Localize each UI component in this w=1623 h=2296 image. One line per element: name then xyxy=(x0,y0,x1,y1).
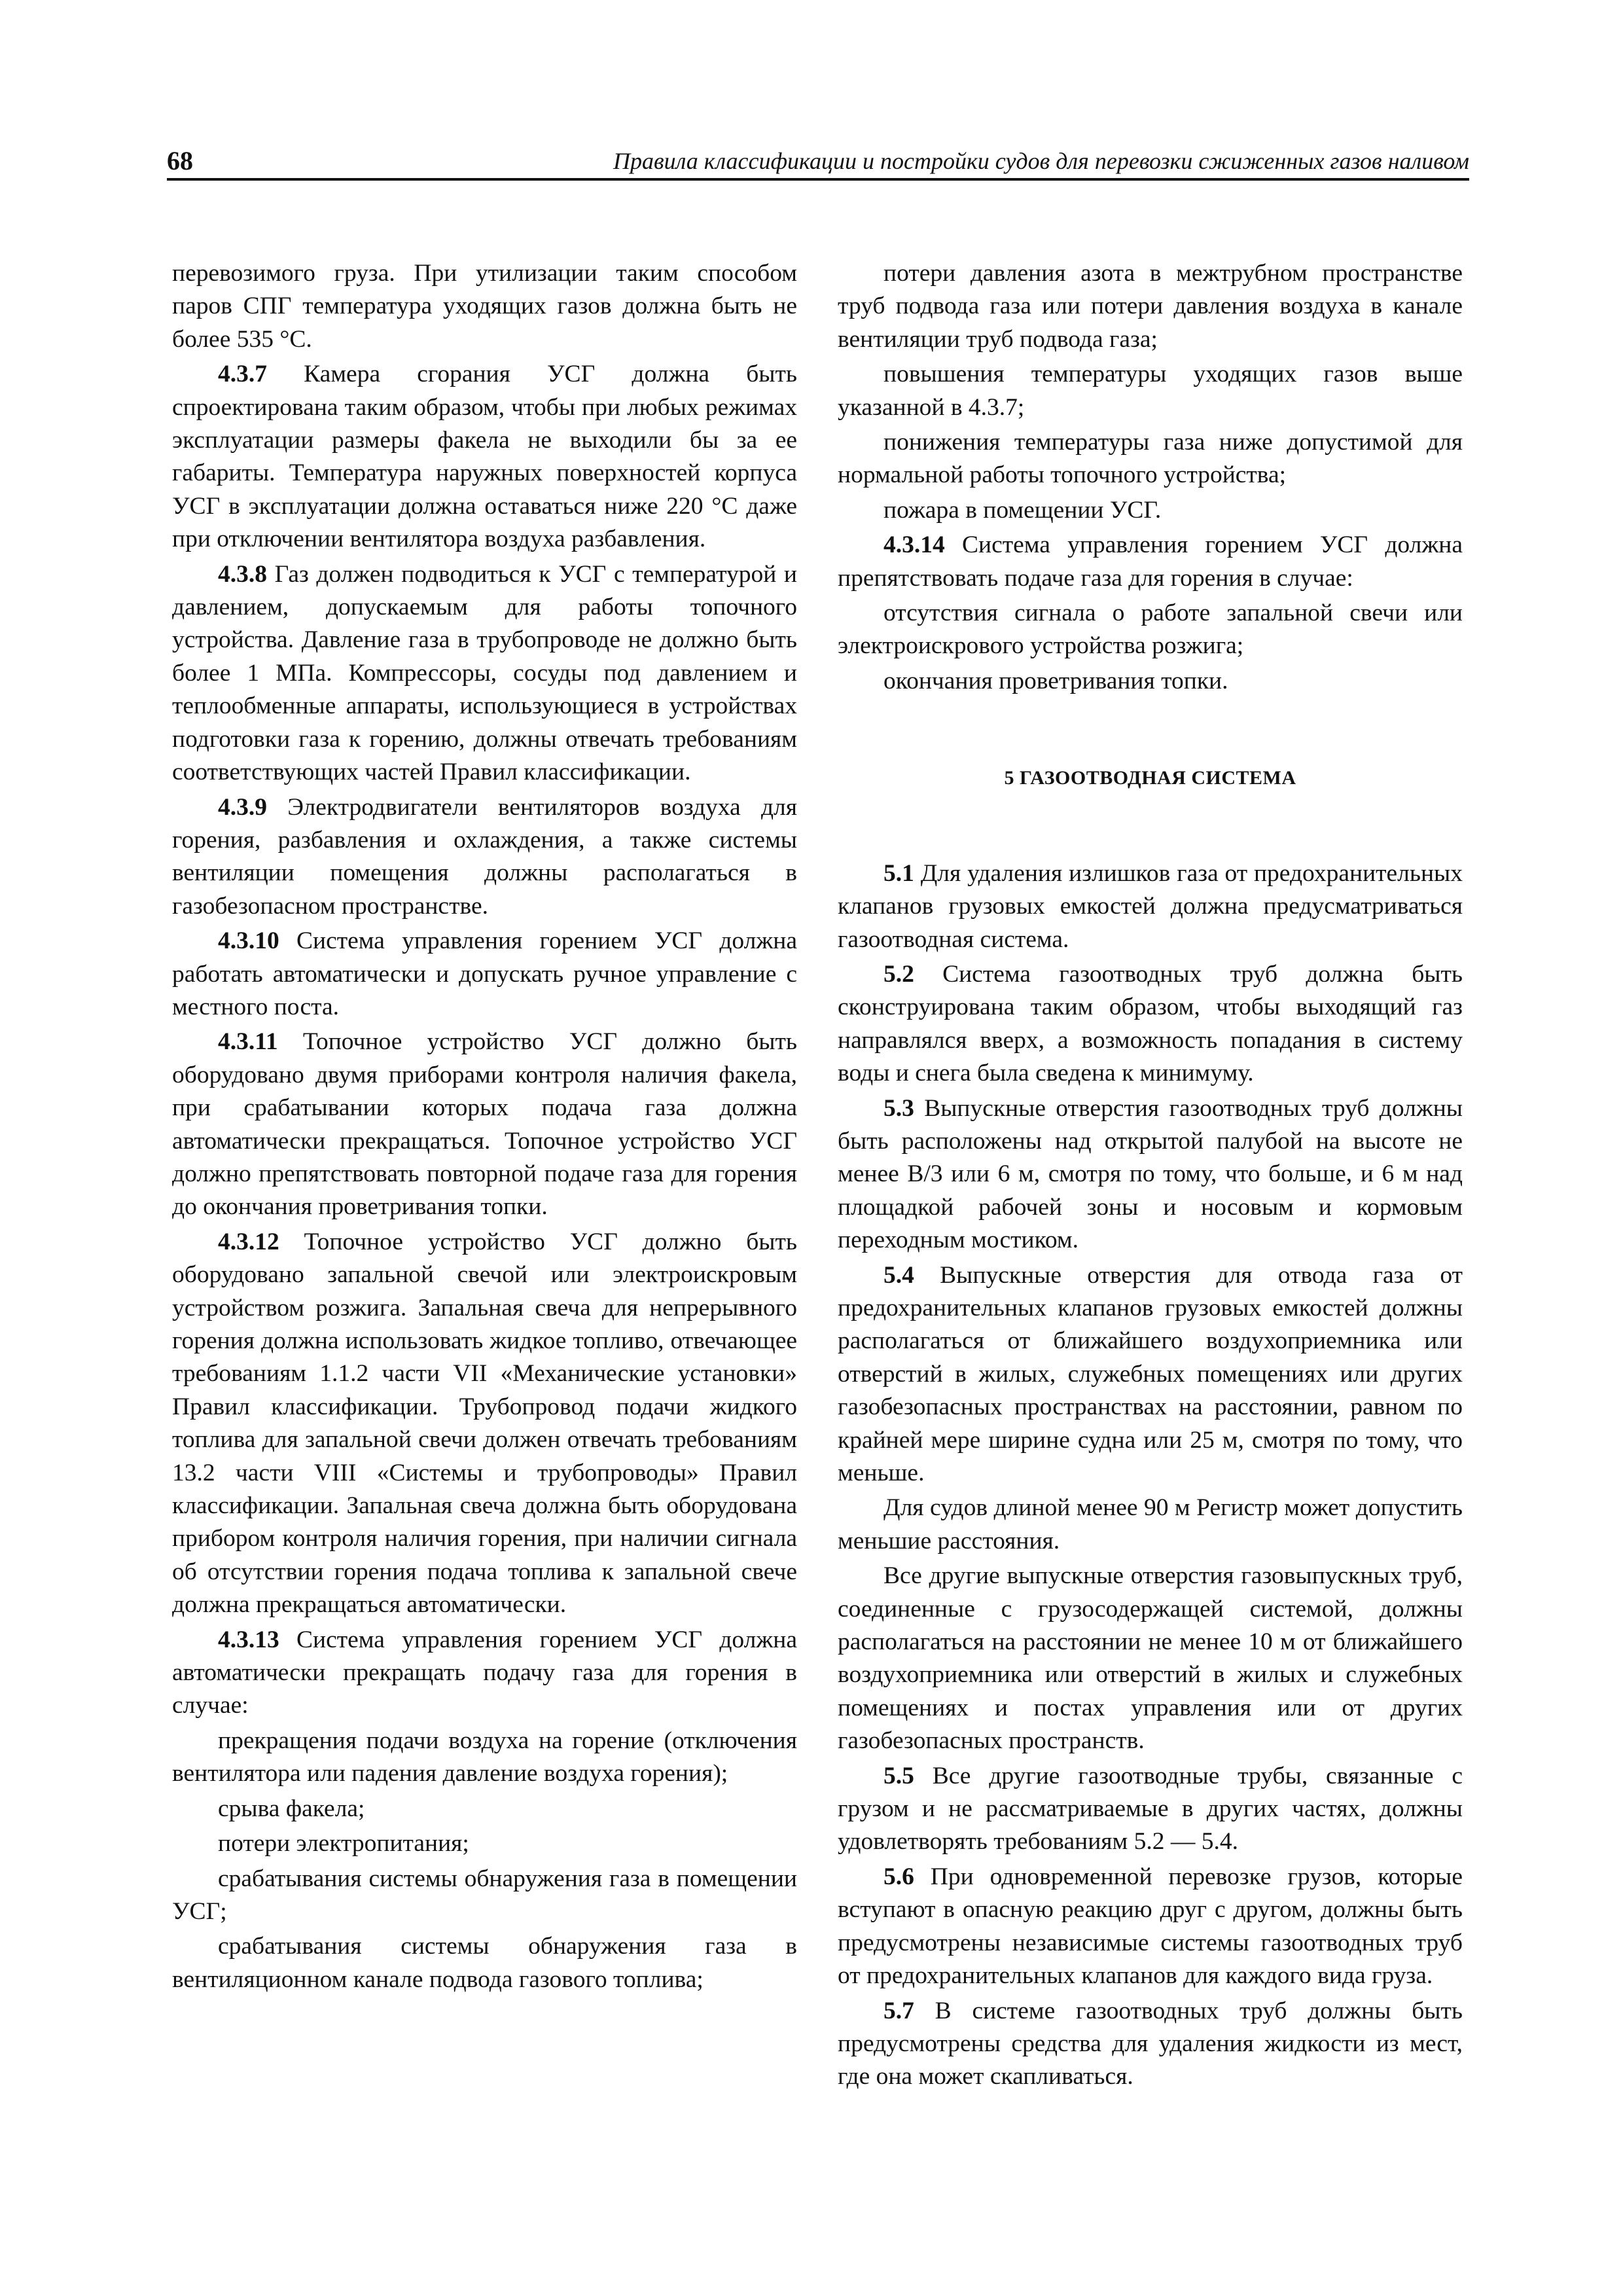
paragraph-text: перевозимого груза. При утилизации таким способом паров СПГ температура уходящих газов должна быть не более 535 °С. xyxy=(172,260,797,353)
clause-number: 4.3.10 xyxy=(218,927,279,955)
paragraph xyxy=(172,558,797,789)
list-item-text: окончания проветривания топки. xyxy=(883,667,1228,694)
page-header xyxy=(167,145,1469,181)
clause-number: 5.6 xyxy=(883,1863,914,1890)
list-item-text: потери давления азота в межтрубном пространстве труб подвода газа или потери давления воздуха в канале вентиляции труб подвода газа; xyxy=(838,260,1463,353)
paragraph xyxy=(172,1226,797,1622)
paragraph xyxy=(838,1760,1463,1859)
paragraph-text: Камера сгорания УСГ должна быть спроектирована таким образом, чтобы при любых режимах эксплуатации размеры факела не выходили бы за ее габариты. Температура наружных поверхностей корпуса УСГ в эксплуатации должна оставаться ниже 220 °С даже при отключении вентилятора воздуха разбавления. xyxy=(172,361,797,553)
clause-number: 4.3.12 xyxy=(218,1228,279,1255)
paragraph xyxy=(838,529,1463,595)
paragraph xyxy=(838,1861,1463,1993)
clause-number: 5.1 xyxy=(883,859,914,887)
paragraph xyxy=(838,1492,1463,1558)
list-item-text: прекращения подачи воздуха на горение (отключения вентилятора или падения давление воздуха горения); xyxy=(172,1727,797,1787)
paragraph xyxy=(172,925,797,1024)
list-item xyxy=(838,597,1463,663)
clause-number: 4.3.13 xyxy=(218,1626,279,1653)
list-item xyxy=(838,257,1463,356)
list-item xyxy=(838,665,1463,698)
paragraph xyxy=(172,1026,797,1223)
clause-number: 4.3.14 xyxy=(883,531,945,559)
list-item xyxy=(172,1827,797,1860)
list-item xyxy=(838,426,1463,492)
clause-number: 5.7 xyxy=(883,1997,914,2024)
paragraph xyxy=(838,1259,1463,1490)
list-item xyxy=(172,1863,797,1929)
left-column xyxy=(172,257,797,1998)
list-item-text: срабатывания системы обнаружения газа в вентиляционном канале подвода газового топлива; xyxy=(172,1933,797,1993)
list-item-text: пожара в помещении УСГ. xyxy=(883,496,1162,524)
list-item xyxy=(172,1930,797,1996)
paragraph xyxy=(172,358,797,556)
paragraph xyxy=(838,857,1463,956)
paragraph-text: Для удаления излишков газа от предохранительных клапанов грузовых емкостей должна предусматриваться газоотводная система. xyxy=(838,859,1463,953)
paragraph xyxy=(838,1560,1463,1757)
list-item-text: понижения температуры газа ниже допустимой для нормальной работы топочного устройства; xyxy=(838,429,1463,489)
page-number: 68 xyxy=(167,146,193,175)
paragraph xyxy=(838,1092,1463,1257)
clause-number: 4.3.7 xyxy=(218,361,267,388)
list-item-text: повышения температуры уходящих газов выше указанной в 4.3.7; xyxy=(838,361,1463,421)
right-column xyxy=(838,257,1463,2096)
clause-number: 5.5 xyxy=(883,1762,914,1789)
paragraph xyxy=(172,257,797,356)
paragraph xyxy=(172,1624,797,1723)
paragraph-text: При одновременной перевозке грузов, которые вступают в опасную реакцию друг с другом, должны быть предусмотрены независимые системы газоотводных труб от предохранительных клапанов для каждого вида груза. xyxy=(838,1863,1463,1990)
paragraph-text: Газ должен подводиться к УСГ с температурой и давлением, допускаемым для работы топочного устройства. Давление газа в трубопроводе не должно быть более 1 МПа. Компрессоры, сосуды под давлением и теплообменные аппараты, использующиеся в устройствах подготовки газа к горению, должны отвечать требованиям соответствующих частей Правил классификации. xyxy=(172,560,797,786)
list-item xyxy=(172,1793,797,1825)
list-item xyxy=(838,358,1463,424)
section-heading: 5 ГАЗООТВОДНАЯ СИСТЕМА xyxy=(1004,767,1296,789)
paragraph-text: Топочное устройство УСГ должно быть оборудовано двумя приборами контроля наличия факела, при срабатывании которых подача газа должна автоматически прекращаться. Топочное устройство УСГ должно препятствовать повторной подаче газа для горения до окончания проветривания топки. xyxy=(172,1028,797,1221)
paragraph-text: Электродвигатели вентиляторов воздуха для горения, разбавления и охлаждения, а также системы вентиляции помещения должны располагаться в газобезопасном пространстве. xyxy=(172,793,797,920)
clause-number: 4.3.8 xyxy=(218,560,267,588)
paragraph-text: Система газоотводных труб должна быть сконструирована таким образом, чтобы выходящий газ направлялся вверх, а возможность попадания в систему воды и снега была сведена к минимуму. xyxy=(838,960,1463,1087)
paragraph-text: Для судов длиной менее 90 м Регистр может допустить меньшие расстояния. xyxy=(838,1494,1463,1554)
running-title: Правила классификации и постройки судов для перевозки сжиженных газов наливом xyxy=(613,148,1469,174)
paragraph xyxy=(838,958,1463,1090)
list-item xyxy=(838,494,1463,527)
list-item-text: срыва факела; xyxy=(218,1795,365,1822)
paragraph-text: Топочное устройство УСГ должно быть оборудовано запальной свечой или электроискровым устройством розжига. Запальная свеча для непрерывного горения должна использовать жидкое топливо, отвечающее требованиям 1.1.2 части VII «Механические установки» Правил классификации. Трубопровод подачи жидкого топлива для запальной свечи должен отвечать требованиям 13.2 части VIII «Системы и трубопроводы» Правил классификации. Запальная свеча должна быть оборудована прибором контроля наличия горения, при наличии сигнала об отсутствии горения подача топлива к запальной свече должна прекращаться автоматически. xyxy=(172,1228,797,1619)
paragraph-text: Система управления горением УСГ должна автоматически прекращать подачу газа для горения в случае: xyxy=(172,1626,797,1719)
list-item-text: срабатывания системы обнаружения газа в помещении УСГ; xyxy=(172,1865,797,1925)
clause-number: 5.4 xyxy=(883,1261,914,1289)
clause-number: 4.3.9 xyxy=(218,793,267,821)
clause-number: 5.2 xyxy=(883,960,914,988)
paragraph xyxy=(838,1995,1463,2094)
paragraph-text: В системе газоотводных труб должны быть предусмотрены средства для удаления жидкости из мест, где она может скапливаться. xyxy=(838,1997,1463,2090)
paragraph-text: Выпускные отверстия для отвода газа от предохранительных клапанов грузовых емкостей должны располагаться от ближайшего воздухоприемника или отверстий в жилых, служебных помещениях или других газобезопасных пространствах на расстоянии, равном по крайней мере ширине судна или 25 м, смотря по тому, что меньше. xyxy=(838,1261,1463,1486)
list-item-text: потери электропитания; xyxy=(218,1830,469,1857)
paragraph xyxy=(172,791,797,924)
clause-number: 5.3 xyxy=(883,1094,914,1122)
paragraph-text: Система управления горением УСГ должна работать автоматически и допускать ручное управление с местного поста. xyxy=(172,927,797,1020)
clause-number: 4.3.11 xyxy=(218,1028,278,1056)
list-item xyxy=(172,1725,797,1791)
paragraph-text: Выпускные отверстия газоотводных труб должны быть расположены над открытой палубой на высоте не менее B/3 или 6 м, смотря по тому, что больше, и 6 м над площадкой рабочей зоны и носовым и кормовым переходным мостиком. xyxy=(838,1094,1463,1254)
paragraph-text: Все другие выпускные отверстия газовыпускных труб, соединенные с грузосодержащей системой, должны располагаться на расстоянии не менее 10 м от ближайшего воздухоприемника или отверстий в жилых и служебных помещениях и постах управления или от других газобезопасных пространств. xyxy=(838,1562,1463,1755)
paragraph-text: Все другие газоотводные трубы, связанные с грузом и не рассматриваемые в других частях, должны удовлетворять требованиям 5.2 — 5.4. xyxy=(838,1762,1463,1856)
list-item-text: отсутствия сигнала о работе запальной свечи или электроискрового устройства розжига; xyxy=(838,600,1463,660)
paragraph-text: Система управления горением УСГ должна препятствовать подаче газа для горения в случае: xyxy=(838,531,1463,592)
